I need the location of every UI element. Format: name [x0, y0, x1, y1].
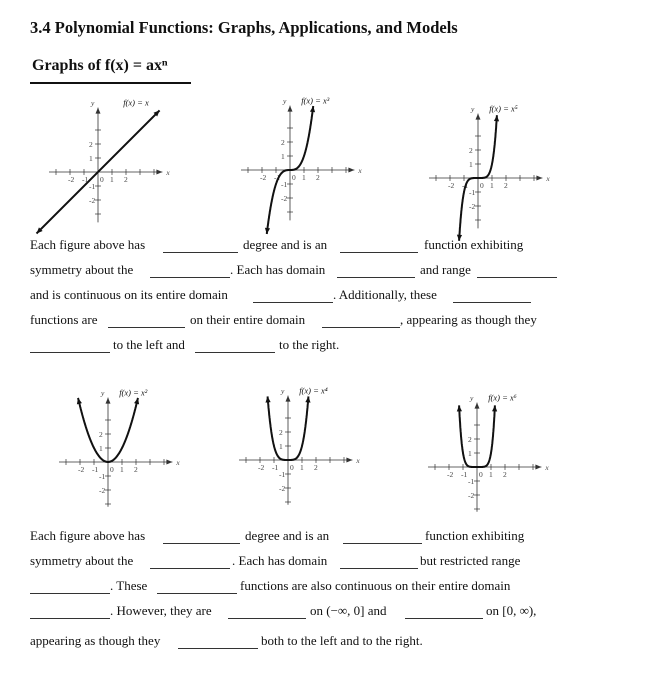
answer-blank — [405, 618, 483, 619]
y-axis-arrow-icon — [286, 396, 291, 402]
y-tick-label: -2 — [279, 484, 286, 493]
curve-arrow-icon — [494, 115, 499, 121]
page-title: 3.4 Polynomial Functions: Graphs, Applications, and Models — [30, 18, 458, 37]
y-tick-label: 2 — [99, 430, 103, 439]
answer-blank — [157, 593, 237, 594]
x-axis-label: x — [176, 458, 180, 467]
x-tick-label: -2 — [447, 470, 454, 479]
function-label: f(x) = x⁴ — [299, 385, 328, 396]
x-axis-label: x — [358, 166, 362, 175]
text-segment: to the right. — [279, 337, 340, 352]
curve-arrow-icon — [305, 396, 310, 402]
text-segment: on their entire domain — [190, 312, 306, 327]
text-segment: symmetry about the — [30, 262, 134, 277]
x-tick-label: -2 — [448, 181, 455, 190]
answer-blank — [343, 543, 422, 544]
y-tick-label: 2 — [468, 435, 472, 444]
answer-blank — [228, 618, 306, 619]
answer-blank — [178, 648, 258, 649]
x-tick-label: -1 — [92, 465, 99, 474]
x-tick-label: -2 — [68, 175, 75, 184]
y-tick-label: -1 — [468, 477, 475, 486]
y-tick-label: 2 — [89, 140, 93, 149]
y-axis-arrow-icon — [475, 403, 480, 409]
y-tick-label: -2 — [89, 196, 96, 205]
text-segment: degree and is an — [243, 237, 328, 252]
function-graph — [258, 385, 360, 493]
text-segment: and range — [420, 262, 471, 277]
text-segment: Each figure above has — [30, 528, 146, 543]
x-tick-label: 1 — [120, 465, 124, 474]
x-tick-label: -1 — [82, 175, 89, 184]
y-tick-label: -2 — [468, 491, 475, 500]
y-axis-label: y — [281, 386, 285, 396]
x-axis-arrow-icon — [166, 460, 172, 465]
curve-arrow-icon — [492, 405, 497, 411]
answer-blank — [340, 568, 418, 569]
answer-blank — [195, 352, 275, 353]
text-segment: . These — [110, 578, 148, 593]
x-tick-label: 0 — [480, 181, 484, 190]
x-tick-label: 1 — [302, 173, 306, 182]
text-segment: on [0, ∞), — [486, 603, 537, 618]
text-segment: function exhibiting — [425, 528, 525, 543]
function-graph — [260, 95, 362, 203]
y-tick-label: 1 — [99, 444, 103, 453]
text-segment: Each figure above has — [30, 237, 146, 252]
text-segment: appearing as though they — [30, 633, 161, 648]
x-tick-label: 0 — [479, 470, 483, 479]
y-tick-label: -2 — [281, 194, 288, 203]
answer-blank — [253, 302, 333, 303]
y-tick-label: -2 — [469, 202, 476, 211]
text-segment: to the left and — [113, 337, 185, 352]
x-axis-label: x — [545, 463, 549, 472]
answer-blank — [337, 277, 415, 278]
x-axis-arrow-icon — [346, 458, 352, 463]
text-segment: and is continuous on its entire domain — [30, 287, 228, 302]
x-tick-label: 0 — [110, 465, 114, 474]
y-axis-arrow-icon — [288, 106, 293, 112]
y-axis-arrow-icon — [476, 114, 481, 120]
text-segment: both to the left and to the right. — [261, 633, 423, 648]
function-graph — [68, 97, 170, 205]
text-segment: degree and is an — [245, 528, 330, 543]
function-graph — [448, 103, 550, 211]
x-tick-label: 2 — [504, 181, 508, 190]
x-tick-label: 2 — [314, 463, 318, 472]
answer-blank — [30, 618, 110, 619]
answer-blank — [150, 568, 230, 569]
x-axis-label: x — [166, 168, 170, 177]
answer-blank — [150, 277, 230, 278]
y-tick-label: 2 — [279, 428, 283, 437]
y-axis-label: y — [91, 98, 95, 108]
x-tick-label: -1 — [462, 181, 469, 190]
function-label: f(x) = x⁵ — [489, 103, 518, 114]
y-tick-label: -1 — [279, 470, 286, 479]
y-tick-label: 2 — [281, 138, 285, 147]
answer-blank — [322, 327, 400, 328]
answer-blank — [108, 327, 185, 328]
answer-blank — [30, 352, 110, 353]
x-tick-label: -2 — [258, 463, 265, 472]
curve-arrow-icon — [265, 396, 270, 402]
function-label: f(x) = x⁶ — [488, 392, 517, 403]
y-tick-label: 1 — [281, 152, 285, 161]
x-tick-label: 0 — [290, 463, 294, 472]
x-tick-label: -1 — [461, 470, 468, 479]
curve-arrow-icon — [457, 405, 462, 411]
x-tick-label: 2 — [124, 175, 128, 184]
text-segment: . However, they are — [110, 603, 212, 618]
y-axis-arrow-icon — [106, 398, 111, 404]
text-segment: . Each has domain — [230, 262, 326, 277]
y-axis-label: y — [101, 388, 105, 398]
answer-blank — [477, 277, 557, 278]
x-tick-label: 2 — [316, 173, 320, 182]
text-segment: but restricted range — [420, 553, 521, 568]
text-segment: symmetry about the — [30, 553, 134, 568]
x-axis-label: x — [356, 456, 360, 465]
y-tick-label: -1 — [89, 182, 96, 191]
y-axis-label: y — [283, 96, 287, 106]
heading-underline — [30, 82, 191, 84]
x-axis-label: x — [546, 174, 550, 183]
section-heading: Graphs of f(x) = axⁿ — [32, 57, 168, 74]
function-label: f(x) = x³ — [301, 95, 330, 106]
x-tick-label: -2 — [260, 173, 267, 182]
answer-blank — [163, 543, 240, 544]
y-tick-label: 2 — [469, 146, 473, 155]
x-tick-label: 1 — [300, 463, 304, 472]
function-label: f(x) = x — [123, 97, 149, 108]
text-segment: . Each has domain — [232, 553, 328, 568]
answer-blank — [163, 252, 238, 253]
text-segment: functions are — [30, 312, 98, 327]
y-tick-label: -2 — [99, 486, 106, 495]
y-axis-label: y — [470, 393, 474, 403]
function-graph — [447, 392, 549, 500]
text-segment: function exhibiting — [424, 237, 524, 252]
function-graph — [78, 387, 180, 495]
text-segment: . Additionally, these — [333, 287, 437, 302]
y-tick-label: 1 — [89, 154, 93, 163]
y-tick-label: -1 — [99, 472, 106, 481]
y-tick-label: 1 — [469, 160, 473, 169]
x-tick-label: 0 — [100, 175, 104, 184]
text-segment: on (−∞, 0] and — [310, 603, 387, 618]
y-axis-label: y — [471, 104, 475, 114]
function-label: f(x) = x² — [119, 387, 148, 398]
x-tick-label: 1 — [110, 175, 114, 184]
x-tick-label: -1 — [272, 463, 279, 472]
x-axis-arrow-icon — [348, 168, 354, 173]
answer-blank — [453, 302, 531, 303]
x-tick-label: 0 — [292, 173, 296, 182]
y-axis-arrow-icon — [96, 108, 101, 114]
text-segment: functions are also continuous on their entire domain — [240, 578, 511, 593]
answer-blank — [340, 252, 418, 253]
x-tick-label: -2 — [78, 465, 85, 474]
x-axis-arrow-icon — [535, 465, 541, 470]
text-segment: , appearing as though they — [400, 312, 537, 327]
y-tick-label: -1 — [469, 188, 476, 197]
x-axis-arrow-icon — [536, 176, 542, 181]
x-axis-arrow-icon — [156, 170, 162, 175]
answer-blank — [30, 593, 110, 594]
x-tick-label: 1 — [489, 470, 493, 479]
y-tick-label: 1 — [279, 442, 283, 451]
x-tick-label: -1 — [274, 173, 281, 182]
y-tick-label: 1 — [468, 449, 472, 458]
x-tick-label: 2 — [503, 470, 507, 479]
x-tick-label: 2 — [134, 465, 138, 474]
y-tick-label: -1 — [281, 180, 288, 189]
x-tick-label: 1 — [490, 181, 494, 190]
